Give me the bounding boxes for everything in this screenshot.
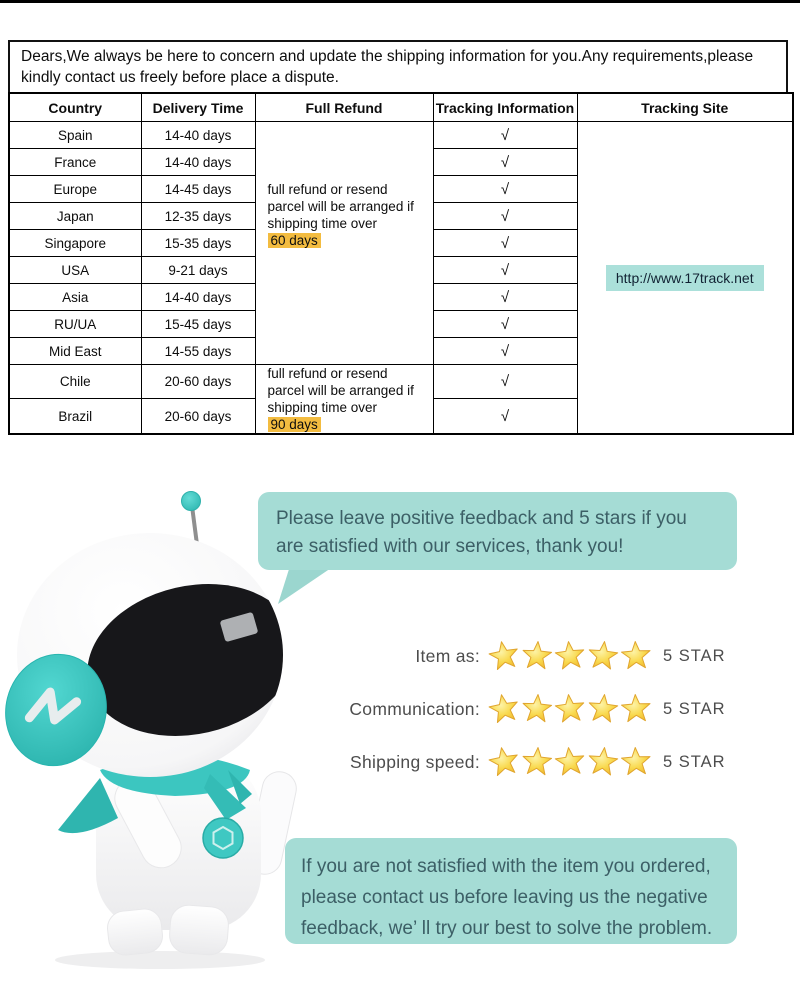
chest-badge-icon xyxy=(203,818,243,858)
rating-rows xyxy=(300,634,760,793)
rating-label: Communication: xyxy=(349,698,480,719)
tracking-site-link[interactable]: http://www.17track.net xyxy=(606,265,764,291)
star-total-label: 5 STAR xyxy=(663,646,726,665)
tracking-check: √ xyxy=(433,257,577,284)
feedback-request-text: Please leave positive feedback and 5 stars if you are satisfied with our services, thank you! xyxy=(276,508,687,557)
star-icon xyxy=(488,746,520,778)
tracking-check: √ xyxy=(433,365,577,399)
five-star-icons xyxy=(488,693,653,725)
delivery-cell: 9-21 days xyxy=(141,257,255,284)
feedback-request-bubble xyxy=(258,492,737,570)
notice-text: Dears,We always be here to concern and update the shipping information for you.Any requirements,please kindly contact us freely before place a dispute. xyxy=(21,48,754,86)
star-icon xyxy=(620,640,652,672)
tracking-check: √ xyxy=(433,176,577,203)
country-cell: Brazil xyxy=(9,399,141,434)
header-country: Country xyxy=(9,93,141,122)
refund-highlight-90-days: 90 days xyxy=(268,417,321,432)
full-refund-cell-60 xyxy=(255,122,433,365)
dispute-notice-text: If you are not satisfied with the item you ordered, please contact us before leaving us the negative feedback, we’ ll try our best to solve the problem. xyxy=(301,856,713,939)
star-icon xyxy=(488,640,520,672)
country-cell: Chile xyxy=(9,365,141,399)
tracking-check: √ xyxy=(433,399,577,434)
top-divider xyxy=(0,0,800,3)
speech-bubble-tail xyxy=(268,566,338,606)
star-icon xyxy=(620,746,652,778)
shipping-table xyxy=(8,92,794,435)
star-icon xyxy=(587,746,619,778)
country-cell: France xyxy=(9,149,141,176)
rating-label: Item as: xyxy=(415,645,480,666)
refund-text: full refund or resend parcel will be arranged if shipping time over xyxy=(267,182,414,231)
tracking-check: √ xyxy=(433,311,577,338)
five-star-icons xyxy=(488,640,653,672)
tracking-check: √ xyxy=(433,338,577,365)
rating-row-shipping-speed xyxy=(300,740,760,784)
delivery-cell: 14-40 days xyxy=(141,122,255,149)
star-icon xyxy=(587,693,619,725)
tracking-check: √ xyxy=(433,203,577,230)
country-cell: RU/UA xyxy=(9,311,141,338)
rating-label: Shipping speed: xyxy=(349,751,480,772)
rating-row-item-as xyxy=(300,634,760,678)
delivery-cell: 12-35 days xyxy=(141,203,255,230)
country-cell: Spain xyxy=(9,122,141,149)
country-cell: Singapore xyxy=(9,230,141,257)
tracking-check: √ xyxy=(433,149,577,176)
star-icon xyxy=(554,746,586,778)
tracking-check: √ xyxy=(433,284,577,311)
star-icon xyxy=(587,640,619,672)
delivery-cell: 14-55 days xyxy=(141,338,255,365)
star-icon xyxy=(554,640,586,672)
header-tracking-site: Tracking Site xyxy=(577,93,793,122)
notice-box xyxy=(8,40,788,94)
tracking-site-cell xyxy=(577,122,793,435)
country-cell: USA xyxy=(9,257,141,284)
delivery-cell: 20-60 days xyxy=(141,365,255,399)
star-icon xyxy=(521,746,553,778)
header-full-refund: Full Refund xyxy=(255,93,433,122)
delivery-cell: 14-40 days xyxy=(141,149,255,176)
five-star-icons xyxy=(488,746,653,778)
tracking-check: √ xyxy=(433,230,577,257)
delivery-cell: 14-45 days xyxy=(141,176,255,203)
tracking-check: √ xyxy=(433,122,577,149)
header-delivery-time: Delivery Time xyxy=(141,93,255,122)
star-icon xyxy=(521,640,553,672)
star-icon xyxy=(554,693,586,725)
header-tracking-information: Tracking Information xyxy=(433,93,577,122)
country-cell: Mid East xyxy=(9,338,141,365)
delivery-cell: 15-45 days xyxy=(141,311,255,338)
star-total-label: 5 STAR xyxy=(663,699,726,718)
refund-text: full refund or resend parcel will be arranged if shipping time over xyxy=(267,366,414,415)
star-total-label: 5 STAR xyxy=(663,752,726,771)
table-row xyxy=(9,122,793,149)
refund-highlight-60-days: 60 days xyxy=(268,233,321,248)
full-refund-cell-90 xyxy=(255,365,433,435)
table-header-row xyxy=(9,93,793,122)
country-cell: Asia xyxy=(9,284,141,311)
country-cell: Japan xyxy=(9,203,141,230)
star-icon xyxy=(521,693,553,725)
delivery-cell: 14-40 days xyxy=(141,284,255,311)
delivery-cell: 15-35 days xyxy=(141,230,255,257)
country-cell: Europe xyxy=(9,176,141,203)
delivery-cell: 20-60 days xyxy=(141,399,255,434)
star-icon xyxy=(488,693,520,725)
feedback-promo-section xyxy=(0,478,800,984)
rating-row-communication xyxy=(300,687,760,731)
dispute-notice-bubble xyxy=(285,838,737,944)
star-icon xyxy=(620,693,652,725)
